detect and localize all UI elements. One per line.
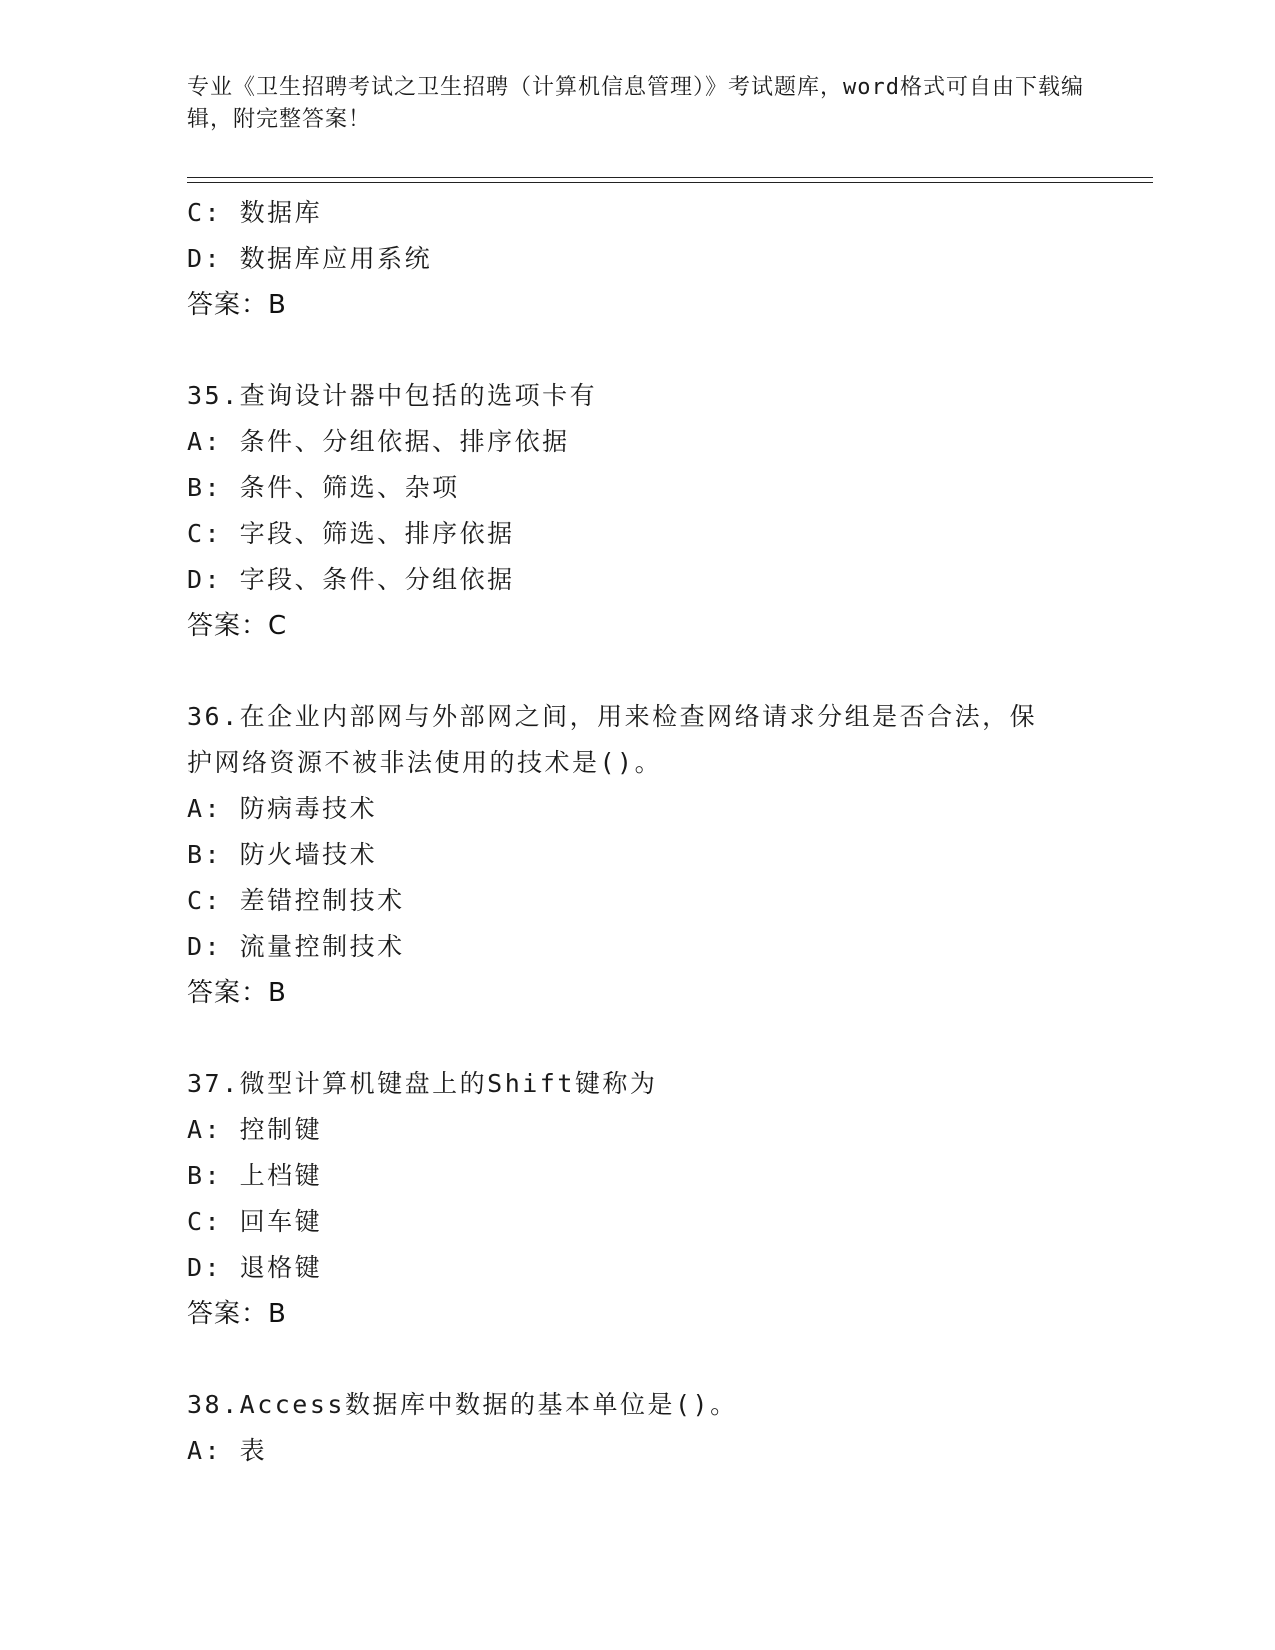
option-a: A: 表 [187, 1436, 268, 1465]
question-text: 35.查询设计器中包括的选项卡有 [187, 381, 598, 410]
option-c: C: 差错控制技术 [187, 886, 405, 915]
option-c: C: 回车键 [187, 1207, 323, 1236]
spacer [187, 1016, 1087, 1061]
question-block-38 [187, 1382, 1087, 1474]
header-divider-top [187, 177, 1153, 178]
option-c: C: 数据库 [187, 198, 323, 227]
question-text: 37.微型计算机键盘上的Shift键称为 [187, 1069, 658, 1098]
option-d: D: 流量控制技术 [187, 932, 405, 961]
question-block-36 [187, 694, 1087, 1016]
answer-label: 答案：C [187, 611, 288, 641]
answer-label: 答案：B [187, 290, 287, 320]
question-block-34 [187, 190, 1087, 328]
answer-label: 答案：B [187, 1299, 287, 1329]
option-d: D: 字段、条件、分组依据 [187, 565, 515, 594]
option-d: D: 数据库应用系统 [187, 244, 433, 273]
question-block-35 [187, 373, 1087, 649]
question-block-37 [187, 1061, 1087, 1337]
question-text: 36.在企业内部网与外部网之间，用来检查网络请求分组是否合法，保护网络资源不被非法使用的技术是()。 [187, 702, 1038, 777]
document-intro: 专业《卫生招聘考试之卫生招聘（计算机信息管理）》考试题库，word格式可自由下载编辑，附完整答案！ [187, 75, 1084, 132]
spacer [187, 649, 1087, 694]
spacer [187, 328, 1087, 373]
option-b: B: 上档键 [187, 1161, 323, 1190]
header-divider-bottom [187, 182, 1153, 183]
option-a: A: 条件、分组依据、排序依据 [187, 427, 570, 456]
option-a: A: 防病毒技术 [187, 794, 378, 823]
spacer [187, 1337, 1087, 1382]
option-a: A: 控制键 [187, 1115, 323, 1144]
answer-label: 答案：B [187, 978, 287, 1008]
option-c: C: 字段、筛选、排序依据 [187, 519, 515, 548]
option-b: B: 条件、筛选、杂项 [187, 473, 460, 502]
option-d: D: 退格键 [187, 1253, 323, 1282]
question-list [187, 190, 1087, 1474]
question-text: 38.Access数据库中数据的基本单位是()。 [187, 1390, 738, 1419]
option-b: B: 防火墙技术 [187, 840, 378, 869]
